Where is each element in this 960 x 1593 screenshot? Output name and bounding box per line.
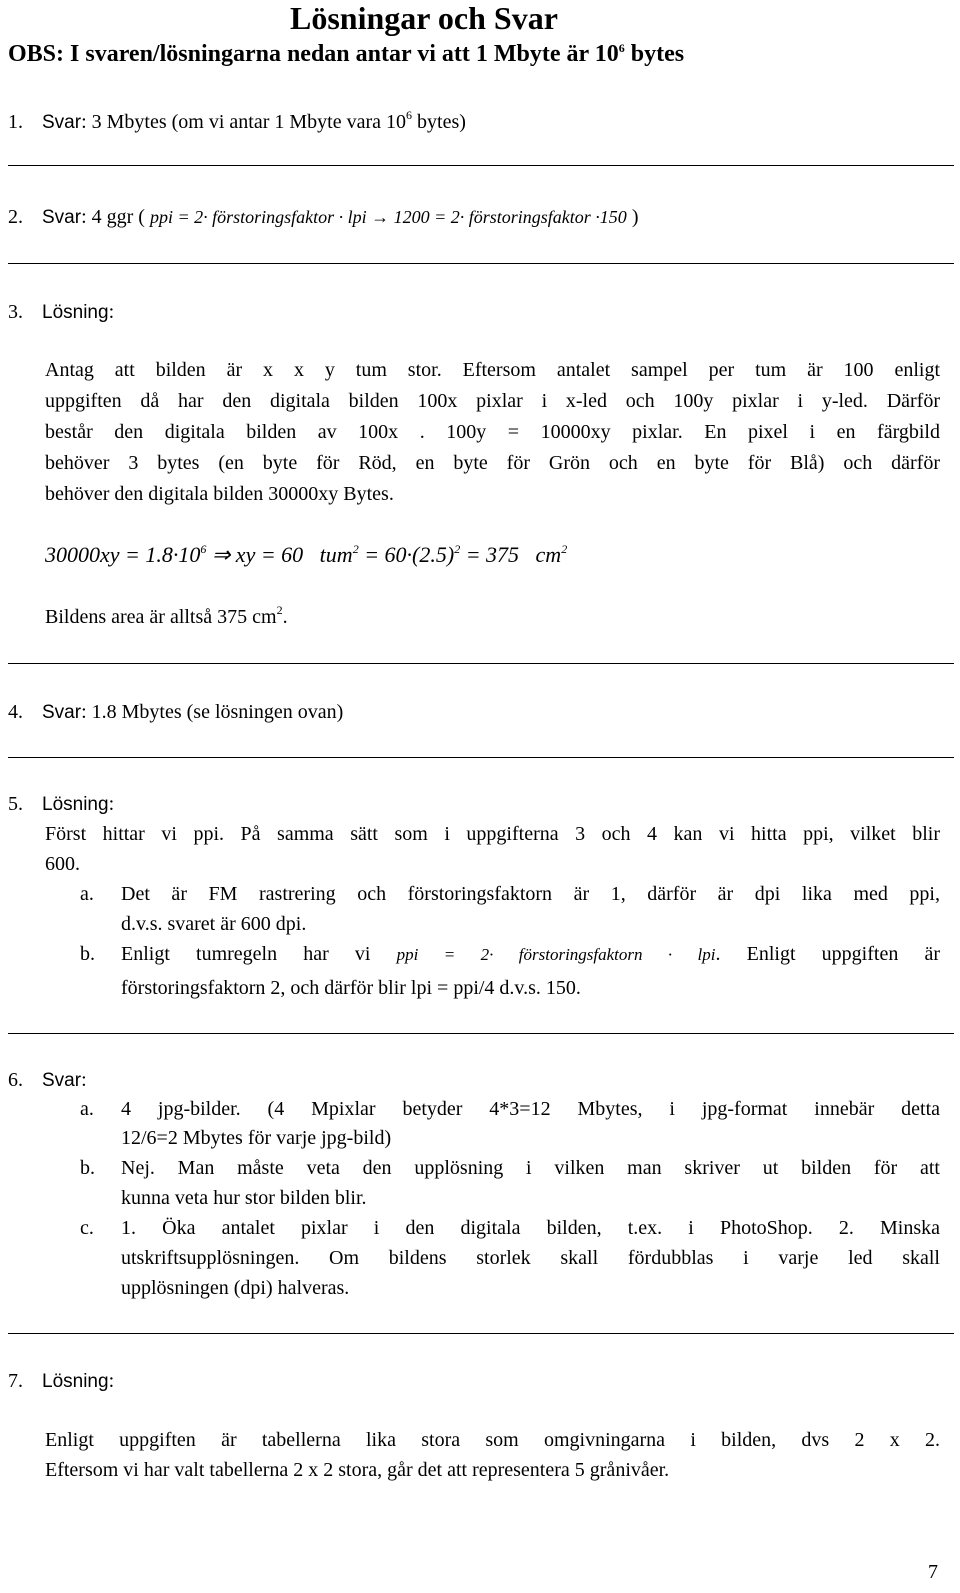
- q6-a-line-1: 4 jpg-bilder. (4 Mpixlar betyder 4*3=12 Mbytes, i jpg-format innebär detta: [121, 1098, 940, 1120]
- q3-paragraph-line-1: [45, 358, 940, 382]
- q3-area-tail: .: [282, 606, 288, 628]
- q2-formula: ppi = 2· förstoringsfaktor · lpi → 1200 = 2· förstoringsfaktor ·150: [149, 207, 627, 227]
- q3-area-sup: 2: [276, 603, 283, 617]
- q3-paragraph-line-5: behöver den digitala bilden 30000xy Bytes.: [45, 483, 394, 505]
- q4-label: Svar: [42, 702, 82, 723]
- divider: [8, 1333, 954, 1334]
- q6-b-marker: b.: [80, 1157, 95, 1179]
- divider: [8, 263, 954, 264]
- q6-b-line-1: Nej. Man måste veta den upplösning i vilken man skriver ut bilden för att: [121, 1157, 940, 1179]
- q7-line-1: Enligt uppgiften är tabellerna lika stora som omgivningarna i bilden, dvs 2 x 2.: [45, 1429, 940, 1451]
- q6-colon: :: [81, 1069, 87, 1091]
- q2-close: ): [631, 206, 639, 228]
- assumption-note: [8, 40, 684, 68]
- q6-a-line-2: 12/6=2 Mbytes för varje jpg-bild): [121, 1127, 392, 1149]
- q3-area-line: [45, 605, 288, 629]
- q3-eq-sup3: 2: [454, 542, 461, 556]
- q5-b-marker: b.: [80, 943, 95, 965]
- q2-label: Svar: [42, 207, 82, 228]
- q1-text: : 3 Mbytes (om vi antar 1 Mbyte vara 10: [81, 111, 407, 133]
- q3-eq-part3: = 60·(2.5): [358, 542, 455, 567]
- q3-paragraph-line-4: behöver 3 bytes (en byte för Röd, en byte för Grön och en byte för Blå) och därför: [45, 452, 940, 474]
- q3-eq-part1: 30000xy = 1.8·10: [45, 542, 201, 567]
- q1-tail: bytes): [412, 111, 466, 133]
- q5-number: 5.: [8, 793, 23, 815]
- q5-b-line-2: förstoringsfaktorn 2, och därför blir lpi = ppi/4 d.v.s. 150.: [121, 977, 581, 999]
- q3-equation: [45, 542, 567, 568]
- q6-heading: [8, 1068, 87, 1093]
- q5-colon: :: [108, 793, 115, 815]
- q6-number: 6.: [8, 1069, 23, 1091]
- page-number: 7: [928, 1561, 938, 1583]
- q3-colon: :: [108, 301, 115, 323]
- q2-number: 2.: [8, 206, 23, 228]
- q7-colon: :: [108, 1370, 115, 1392]
- q7-label: Lösning: [42, 1371, 109, 1392]
- divider: [8, 757, 954, 758]
- q5-line-1: Först hittar vi ppi. På samma sätt som i uppgifterna 3 och 4 kan vi hitta ppi, vilket blir: [45, 823, 940, 845]
- q3-number: 3.: [8, 301, 23, 323]
- page-title: Lösningar och Svar: [290, 0, 558, 36]
- q5-b-text-2: . Enligt uppgiften är: [715, 943, 941, 965]
- q5-a-line-1: Det är FM rastrering och förstoringsfaktorn är 1, därför är dpi lika med ppi,: [121, 883, 940, 905]
- q1-line: [8, 110, 466, 135]
- q4-line: [8, 700, 343, 725]
- q3-paragraph-line-2: uppgiften då har den digitala bilden 100x pixlar i x-led och 100y pixlar i y-led. Därför: [45, 390, 940, 412]
- q3-p1: Antag att bilden är x x y tum stor.: [45, 359, 442, 381]
- q7-heading: [8, 1369, 114, 1394]
- q3-paragraph-line-3: består den digitala bilden av 100x . 100y = 10000xy pixlar. En pixel i en färgbild: [45, 421, 940, 443]
- q3-eq-sup4: 2: [561, 542, 568, 556]
- q6-b-line-2: kunna veta hur stor bilden blir.: [121, 1187, 367, 1209]
- q6-c-line-3: upplösningen (dpi) halveras.: [121, 1277, 350, 1299]
- q5-b-formula: ppi = 2· förstoringsfaktorn · lpi: [396, 945, 716, 964]
- assumption-text: OBS: I svaren/lösningarna nedan antar vi att 1 Mbyte är 10: [8, 41, 619, 67]
- q3-eq-sup1: 6: [200, 542, 207, 556]
- assumption-sup: 6: [618, 41, 625, 55]
- q6-c-line-2: utskriftsupplösningen. Om bildens storlek skall fördubblas i varje led skall: [121, 1247, 940, 1269]
- assumption-tail: bytes: [624, 41, 685, 67]
- q5-a-line-2: d.v.s. svaret är 600 dpi.: [121, 913, 307, 935]
- q5-b-line-1: [121, 942, 940, 967]
- q7-number: 7.: [8, 1370, 23, 1392]
- q2-text: : 4 ggr (: [81, 206, 145, 228]
- q1-number: 1.: [8, 111, 23, 133]
- divider: [8, 165, 954, 166]
- q3-eq-part4: = 375 cm: [460, 542, 562, 567]
- q6-label: Svar: [42, 1070, 82, 1091]
- q1-sup: 6: [406, 108, 413, 122]
- q5-label: Lösning: [42, 794, 109, 815]
- q3-heading: [8, 300, 114, 325]
- q6-c-line-1: 1. Öka antalet pixlar i den digitala bilden, t.ex. i PhotoShop. 2. Minska: [121, 1217, 940, 1239]
- q5-line-2: 600.: [45, 853, 80, 875]
- q5-b-text-1: Enligt tumregeln har vi: [121, 943, 371, 965]
- divider: [8, 1033, 954, 1034]
- q6-a-marker: a.: [80, 1098, 94, 1120]
- q6-c-marker: c.: [80, 1217, 94, 1239]
- q3-p1b: Eftersom antalet sampel per tum är 100 enligt: [462, 359, 941, 381]
- q3-label: Lösning: [42, 302, 109, 323]
- q4-text: : 1.8 Mbytes (se lösningen ovan): [81, 701, 344, 723]
- q3-eq-part2: ⇒ xy = 60 tum: [211, 542, 353, 567]
- q3-area-text: Bildens area är alltså 375 cm: [45, 606, 277, 628]
- q3-eq-sup2: 2: [352, 542, 359, 556]
- q4-number: 4.: [8, 701, 23, 723]
- q1-label: Svar: [42, 112, 82, 133]
- q5-heading: [8, 792, 114, 817]
- divider: [8, 663, 954, 664]
- q5-a-marker: a.: [80, 883, 94, 905]
- q2-line: [8, 205, 638, 230]
- q7-line-2: Eftersom vi har valt tabellerna 2 x 2 stora, går det att representera 5 grånivåer.: [45, 1459, 670, 1481]
